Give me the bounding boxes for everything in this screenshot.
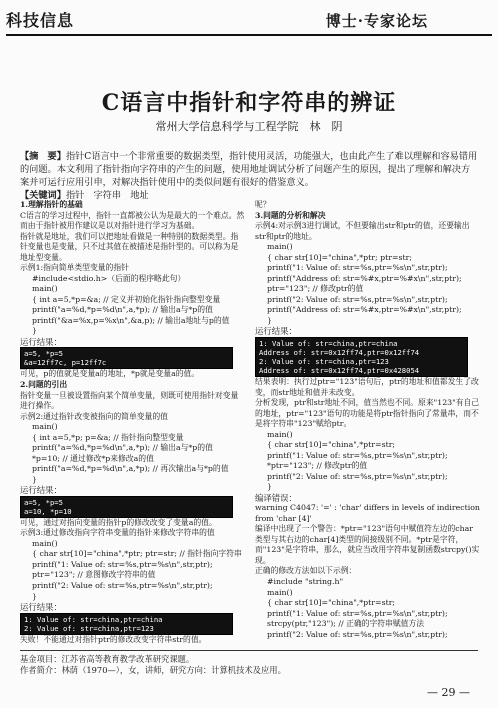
abstract-block [20,150,478,202]
header-rule [6,34,492,36]
code-line: *p=10; // 通过修改*p来修改a的值 [32,453,154,463]
code-line: strcpy(ptr,"123"); // 正确的字符串赋值方法 [267,619,425,629]
code-line: } [32,326,37,336]
code-line: main() [267,429,293,439]
code-line: printf("a=%d,*p=%d\n",a,*p); // 输出a与*p的值 [32,443,213,453]
run-output: 1: Value of: str=china,ptr=china 2: Value of: str=china,ptr=123 [20,613,233,635]
code-line: printf("a=%d,*p=%d\n",a,*p); // 再次输出a与*p的值 [32,464,229,474]
paragraph: 编译错误： [255,492,297,503]
paragraph: 结果表明：执行过ptr="123"语句后，ptr的地址和值都发生了改变，而str地址和值并未改变。 [255,377,479,397]
fund-note: 基金项目：江苏省高等教育教学改革研究课题。 [20,654,195,664]
code-line: #include "string.h" [267,577,344,586]
code-line: { char str[10]="china",*ptr; ptr=str; // 指针指向字符串 [32,549,242,559]
code-line: { int a=5,*p; p=&a; // 指针指向整型变量 [32,432,184,442]
keywords-label: 【关键词】 [20,190,66,201]
abstract-label: 【摘 要】 [20,151,66,162]
paragraph: 运行结果： [20,336,62,347]
section-heading: 2.问题的引出 [20,379,68,389]
paragraph: 示例3:通过修改指向字符串变量的指针来修改字符串的值 [20,528,215,538]
code-line: printf("&a=%x,p=%x\n",&a,p); // 输出a地址与p的值 [32,315,230,325]
code-line: printf("1: Value of: str=%s,ptr=%s\n",str,ptr); [267,263,448,273]
code-line: printf("Address of: str=%#x,ptr=%#x\n",str,ptr); [267,305,462,315]
code-line: { char str[10]="china",*ptr=str; [267,598,396,608]
code-line: } [267,315,272,325]
paragraph: 可见，p的值就是变量a的地址，*p就是变量a的值。 [20,369,200,379]
code-line: printf("2: Value of: str=%s,ptr=%s\n",str,ptr); [267,629,448,639]
paragraph: 编译中出现了一个警告：*ptr="123"语句中赋值符左边的char类型与其右边的char[4]类型的间接级别不同。*ptr是字符，而"123"是字符串，那么，就应当改用字符串复制函数strcpy()实现。 [255,524,480,565]
paragraph: 正确的修改方法如以下示例： [255,566,357,576]
paragraph: 运行结果： [255,326,297,337]
paragraph: 可见，通过对指向变量的指针p的修改改变了变量a的值。 [20,517,217,527]
code-line: main() [267,242,293,252]
run-output: 1: Value of: str=china,ptr=china Address of: str=0x12ff74,ptr=0x12ff74 2: Value of: str=china,ptr=123 Address of: str=0x12ff74,ptr=0x428054 [255,337,468,378]
code-line: main() [32,538,58,548]
code-line: printf("1: Value of: str=%s,ptr=%s\n",str,ptr); [267,608,448,618]
footnote-rule [20,650,478,651]
paragraph: 示例1:指向简单类型变量的指针 [20,263,129,273]
run-output: a=5, *p=5 a=10, *p=10 [20,496,233,518]
code-line: printf("1: Value of: str=%s,ptr=%s\n",str,ptr); [267,450,448,460]
section-heading: 1.理解指针的基础 [20,200,83,209]
code-line: main() [32,422,58,432]
code-line: { int a=5,*p=&a; // 定义并初始化指针指向整型变量 [32,294,221,304]
code-line: } [267,482,272,492]
code-line: printf("2: Value of: str=%s,ptr=%s\n",str,ptr); [267,294,448,304]
code-line: printf("2: Value of: str=%s,ptr=%s\n",str,ptr); [267,471,448,481]
page-number: — 29 — [427,686,470,699]
code-line: main() [32,284,58,294]
paragraph: 分析发现，ptr和str地址不同，值当然也不同。原来"123"有自己的地址，ptr="123"语句的功能是将ptr指针指向了常量串，而不是将字符串"123"赋给ptr。 [255,398,480,429]
author-line: 常州大学信息科学与工程学院 林 阴 [155,120,343,133]
section-heading: 3.问题的分析和解决 [255,210,326,220]
paragraph: 运行结果： [20,485,62,496]
article-title: C语言中指针和字符串的辨证 [101,90,397,116]
paragraph: 示例2:通过指针改变被指向的简单变量的值 [20,411,168,421]
paragraph: 失败！不能通过对指针ptr的修改改变字符串str的值。 [20,634,207,644]
code-line: } [32,591,37,601]
paragraph: 运行结果： [20,602,62,613]
left-column [20,200,245,645]
paragraph: 呢？ [255,200,271,209]
code-line: #include<stdio.h>（后面的程序略此句） [32,273,186,283]
author-bio: 作者简介：林荫（1970—），女，讲师，研究方向：计算机技术及应用。 [20,665,286,675]
code-line: { char str[10]="china",*ptr; ptr=str; [267,252,413,262]
code-line: *ptr="123"; // 修改ptr的值 [267,461,368,471]
code-line: printf("Address of: str=%#x,ptr=%#x\n",str,ptr); [267,273,462,283]
code-line: } [32,474,37,484]
code-line: ptr="123"; // 修改ptr的值 [267,284,364,294]
code-line: printf("1: Value of: str=%s,ptr=%s\n",str,ptr); [32,559,213,569]
paragraph: C语言的学习过程中，指针一直都被公认为是最大的一个难点。然而由于指针被用作建议是以对指针进行学习为基础。 [20,210,245,231]
paragraph: 指针就是地址，我们可以把地址看做是一种特别的数据类型。指针变量也是变量，只不过其值在被描述是指针型的。可以称为是地址型变量。 [20,231,239,262]
footnote [20,654,480,676]
column-name: 博士·专家论坛 [325,12,428,30]
code-line: printf("2: Value of: str=%s,ptr=%s\n",str,ptr); [32,581,213,590]
right-column [255,200,480,640]
keywords-text: 指针 字符串 地址 [65,190,149,201]
code-line: { char str[10]="china",*ptr=str; [267,440,396,450]
code-line: printf("a=%d,*p=%d\n",a,*p); // 输出a与*p的值 [32,305,213,315]
run-output: a=5, *p=5 &a=12ff7c, p=12ff7c [20,347,233,369]
journal-name: 科技信息 [6,11,75,30]
page-header [0,0,498,36]
code-line: ptr="123"; // 意图修改字符串的值 [32,570,156,580]
paragraph: warning C4047: '=' : 'char' differs in levels of indirection from 'char [4]' [255,503,480,523]
abstract-text: 指针C语言中一个非常重要的数据类型，指针使用灵活，功能强大，也由此产生了难以理解和容易错用的问题。本文利用了指针指向字符串的产生的问题，使用地址调试分析了问题产生的原因，提出了理解和解决方案并可运行应用引申，对解决指针使用中的类似问题有很好的借鉴意义。 [20,151,478,188]
paragraph: 指针变量一旦被设置指向某个简单变量，则既可使用指针对变量进行操作。 [20,390,239,411]
code-line: main() [267,587,293,597]
paragraph: 示例4:对示例3进行调试，不但要输出str和ptr的值，还要输出str和ptr的地址。 [255,221,470,241]
